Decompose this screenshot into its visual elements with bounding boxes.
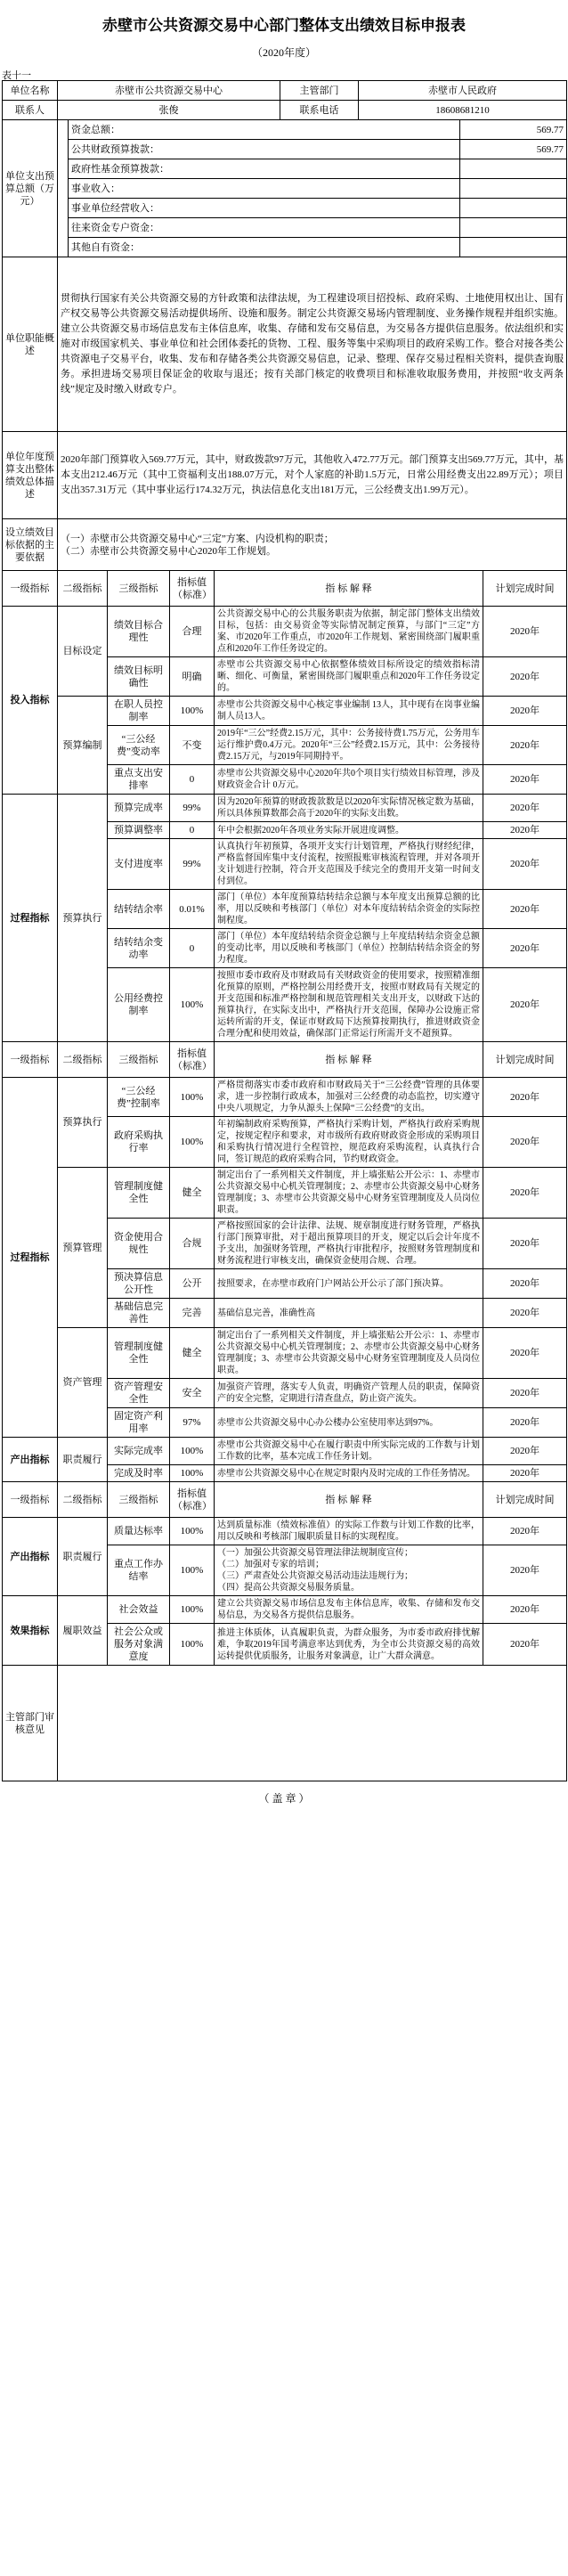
- budget-row-value: [460, 199, 567, 218]
- indicator-value: 0.01%: [170, 890, 215, 929]
- level1-indicator: 过程指标: [3, 795, 58, 1042]
- level2-indicator: 履职效益: [58, 1596, 108, 1666]
- level3-indicator: 预决算信息公开性: [108, 1269, 170, 1299]
- level3-indicator: 资金使用合规性: [108, 1219, 170, 1269]
- header-time: 计划完成时间: [483, 1042, 567, 1078]
- completion-time: 2020年: [483, 1328, 567, 1379]
- completion-time: 2020年: [483, 1168, 567, 1219]
- level3-indicator: 社会效益: [108, 1596, 170, 1624]
- level3-indicator: 社会公众或服务对象满意度: [108, 1624, 170, 1666]
- form-table-top: [2, 80, 567, 120]
- table-row: [3, 795, 567, 822]
- header-val: 指标值（标准）: [170, 571, 215, 607]
- function-label: 单位职能概述: [3, 257, 58, 432]
- table-row: [3, 1168, 567, 1219]
- level3-indicator: 绩效目标合理性: [108, 607, 170, 657]
- budget-spacer: [58, 120, 69, 257]
- annual-label: 单位年度预算支出整体绩效总体描述: [3, 432, 58, 519]
- indicator-value: 100%: [170, 1078, 215, 1117]
- header-val: 指标值（标准）: [170, 1042, 215, 1078]
- level3-indicator: 结转结余率: [108, 890, 170, 929]
- header-l2: 二级指标: [58, 571, 108, 607]
- completion-time: 2020年: [483, 795, 567, 822]
- indicator-description: 制定出台了一系列相关文件制度，并上墙张贴公开公示：1、赤壁市公共资源交易中心机关管理制度；2、赤壁市公共资源交易中心财务管理制度；3、赤壁市公共资源交易中心财务室管理制度及人员岗位职责。: [215, 1168, 483, 1219]
- level3-indicator: “三公经费”控制率: [108, 1078, 170, 1117]
- indicator-value: 安全: [170, 1379, 215, 1408]
- contact-value: 张俊: [58, 101, 280, 120]
- table-row: [3, 1078, 567, 1117]
- level1-indicator: 产出指标: [3, 1438, 58, 1482]
- level3-indicator: 预算调整率: [108, 822, 170, 839]
- indicator-description: 赤壁市公共资源交易中心在履行职责中所实际完成的工作数与计划工作数的比率，基本完成工作任务计划。: [215, 1438, 483, 1465]
- indicator-value: 100%: [170, 1465, 215, 1482]
- completion-time: 2020年: [483, 1596, 567, 1624]
- indicator-value: 合规: [170, 1219, 215, 1269]
- completion-time: 2020年: [483, 1545, 567, 1596]
- indicator-description: 按照市委市政府及市财政局有关财政资金的使用要求，按照精准细化预算的原则，严格控制公用经费开支，按照市财政局有关规定的开支范围和标准严格控制和规范管理相关支出开支，以财政下达的预算执行，在实际支出中，严格执行开支范围，保障办公设施正常运转所需的开支，保证市财政局下达预算按期执行，推进财政资金合理分配和使用效益，确保部门正常运行所需开支不超预算。: [215, 968, 483, 1042]
- completion-time: 2020年: [483, 890, 567, 929]
- contact-label: 联系人: [3, 101, 58, 120]
- level3-indicator: 管理制度健全性: [108, 1168, 170, 1219]
- indicator-value: 97%: [170, 1408, 215, 1438]
- header-l1: 一级指标: [3, 571, 58, 607]
- table-number: 表十一: [2, 70, 31, 81]
- indicator-value: 100%: [170, 968, 215, 1042]
- budget-row-value: [460, 238, 567, 257]
- level3-indicator: 基础信息完善性: [108, 1299, 170, 1328]
- completion-time: 2020年: [483, 929, 567, 968]
- indicator-value: 健全: [170, 1168, 215, 1219]
- goals-list: [58, 519, 567, 571]
- indicator-description: 部门（单位）本年度结转结余资金总额与上年度结转结余资金总额的变动比率，用以反映和考核部门（单位）控制结转结余资金的努力程度。: [215, 929, 483, 968]
- indicator-description: 认真执行年初预算，各项开支实行计划管理，严格执行财经纪律，严格监督国库集中支付流程，按照报账审核流程管理，并对各项开支计划进行控制，符合开支范围及手续完全的费用开支第一时间支付到位。: [215, 839, 483, 890]
- level3-indicator: 预算完成率: [108, 795, 170, 822]
- level2-indicator: 目标设定: [58, 607, 108, 697]
- level2-indicator: 资产管理: [58, 1328, 108, 1438]
- level3-indicator: 完成及时率: [108, 1465, 170, 1482]
- completion-time: 2020年: [483, 1408, 567, 1438]
- completion-time: 2020年: [483, 1465, 567, 1482]
- header-l1: 一级指标: [3, 1482, 58, 1518]
- indicator-value: 100%: [170, 1117, 215, 1168]
- header-time: 计划完成时间: [483, 571, 567, 607]
- indicator-description: 2019年“三公”经费2.15万元，其中：公务接待费1.75万元，公务用车运行维护费0.4万元。2020年“三公”经费2.15万元，其中：公务接待费2.15万元，与2019年同期持平。: [215, 726, 483, 765]
- goal-item: （一）赤壁市公共资源交易中心“三定”方案、内设机构的职责；: [61, 533, 334, 544]
- indicator-description: 严格贯彻落实市委市政府和市财政局关于“三公经费”管理的具体要求，进一步控制行政成本，加强对三公经费的动态监控，切实遵守中央八项规定，力争从源头上保障“三公经费”的支出。: [215, 1078, 483, 1117]
- level3-indicator: 实际完成率: [108, 1438, 170, 1465]
- indicator-value: 100%: [170, 1438, 215, 1465]
- header-l3: 三级指标: [108, 1042, 170, 1078]
- level2-indicator: 职责履行: [58, 1438, 108, 1482]
- indicator-value: 明确: [170, 657, 215, 697]
- header-desc: 指 标 解 释: [215, 1482, 483, 1518]
- table-row: [3, 1596, 567, 1624]
- indicator-value: 99%: [170, 795, 215, 822]
- indicator-description: 因为2020年预算的财政拨款数是以2020年实际情况核定数为基础，所以具体预算数都会高于2020年的实际支出数。: [215, 795, 483, 822]
- completion-time: 2020年: [483, 822, 567, 839]
- budget-row-label: 事业单位经营收入：: [69, 199, 460, 218]
- unit-name-value: 赤壁市公共资源交易中心: [58, 81, 280, 101]
- indicator-value: 合理: [170, 607, 215, 657]
- budget-row-label: 公共财政预算拨款：: [69, 140, 460, 159]
- completion-time: 2020年: [483, 1117, 567, 1168]
- indicator-table-2: [2, 1041, 567, 1482]
- budget-row-value: [460, 159, 567, 179]
- budget-row-label: 其他自有资金：: [69, 238, 460, 257]
- budget-row-value: [460, 218, 567, 238]
- level3-indicator: 绩效目标明确性: [108, 657, 170, 697]
- budget-row-value: [460, 179, 567, 199]
- completion-time: 2020年: [483, 1379, 567, 1408]
- level3-indicator: “三公经费”变动率: [108, 726, 170, 765]
- page-title: 赤壁市公共资源交易中心部门整体支出绩效目标申报表: [102, 17, 466, 34]
- level3-indicator: 公用经费控制率: [108, 968, 170, 1042]
- header-l1: 一级指标: [3, 1042, 58, 1078]
- indicator-value: 0: [170, 929, 215, 968]
- indicator-description: 赤壁市公共资源交易中心办公楼办公室使用率达到97%。: [215, 1408, 483, 1438]
- budget-row-value: 569.77: [460, 120, 567, 140]
- header-l2: 二级指标: [58, 1042, 108, 1078]
- indicator-description: 推进主体质体，认真履职负责，为群众服务，为市委市政府排忧解难，争取2019年国考满意率达到优秀，为全市公共资源交易的高效运转提供优质服务，让服务对象满意，让广大群众满意。: [215, 1624, 483, 1666]
- unit-name-label: 单位名称: [3, 81, 58, 101]
- completion-time: 2020年: [483, 765, 567, 795]
- indicator-description: 基础信息完善，准确性高: [215, 1299, 483, 1328]
- indicator-description: 赤壁市公共资源交易中心在规定时限内及时完成的工作任务情况。: [215, 1465, 483, 1482]
- indicator-table-3: [2, 1481, 567, 1781]
- indicator-table-1: [2, 570, 567, 1042]
- level3-indicator: 重点工作办结率: [108, 1545, 170, 1596]
- budget-row-label: 事业收入：: [69, 179, 460, 199]
- indicator-description: 制定出台了一系列相关文件制度，并上墙张贴公开公示：1、赤壁市公共资源交易中心机关管理制度；2、赤壁市公共资源交易中心财务管理制度；3、赤壁市公共资源交易中心财务室管理制度及人员岗位职责。: [215, 1328, 483, 1379]
- level1-indicator: 过程指标: [3, 1078, 58, 1438]
- table-row: [3, 1438, 567, 1465]
- completion-time: 2020年: [483, 697, 567, 726]
- indicator-value: 0: [170, 822, 215, 839]
- completion-time: 2020年: [483, 1219, 567, 1269]
- completion-time: 2020年: [483, 839, 567, 890]
- level2-indicator: 预算编制: [58, 697, 108, 795]
- completion-time: 2020年: [483, 1299, 567, 1328]
- indicator-description: 部门（单位）本年度预算结转结余总额与本年度支出预算总额的比率，用以反映和考核部门（单位）对本年度结转结余资金的实际控制程度。: [215, 890, 483, 929]
- level3-indicator: 固定资产利用率: [108, 1408, 170, 1438]
- opinion-label: 主管部门审核意见: [3, 1666, 58, 1781]
- level3-indicator: 资产管理安全性: [108, 1379, 170, 1408]
- completion-time: 2020年: [483, 657, 567, 697]
- indicator-value: 100%: [170, 1596, 215, 1624]
- budget-row-value: 569.77: [460, 140, 567, 159]
- dept-label: 主管部门: [280, 81, 359, 101]
- budget-table: [2, 119, 567, 257]
- completion-time: 2020年: [483, 1269, 567, 1299]
- indicator-value: 健全: [170, 1328, 215, 1379]
- completion-time: 2020年: [483, 968, 567, 1042]
- level1-indicator: 投入指标: [3, 607, 58, 795]
- indicator-description: 赤壁市公共资源交易中心依据整体绩效目标所设定的绩效指标清晰、细化、可衡量，紧密围绕部门履职重点和2020年工作任务设定的。: [215, 657, 483, 697]
- opinion-box: [58, 1666, 567, 1781]
- indicator-value: 99%: [170, 839, 215, 890]
- function-text: 贯彻执行国家有关公共资源交易的方针政策和法律法规，为工程建设项目招投标、政府采购、土地使用权出让、国有产权交易等公共资源交易活动提供场所、设施和服务。制定公共资源交易场内管理制度、业务操作规程并组织实施。建立公共资源交易市场信息发布主体信息库，收集、存储和发布交易信息，为交易各方提供信息服务。依法组织和实施对市级国家机关、事业单位和社会团体委托的货物、工程、服务等集中采购项目的政府采购工作。整合对接各类公共资源电子交易平台，收集、发布和存储各类公共资源交易信息，记录、整理、保存交易过程相关资料，提供查询服务。承担进场交易项目保证金的收取与退还；按有关部门核定的收费项目和标准收取服务费用，并按照“收支两条线”规定及时缴入财政专户。: [58, 257, 567, 432]
- table-row: [3, 697, 567, 726]
- level1-indicator: 效果指标: [3, 1596, 58, 1666]
- phone-label: 联系电话: [280, 101, 359, 120]
- level2-indicator: 预算执行: [58, 795, 108, 1042]
- indicator-description: 按照要求，在赤壁市政府门户网站公开公示了部门预决算。: [215, 1269, 483, 1299]
- level2-indicator: 预算管理: [58, 1168, 108, 1328]
- goal-item: （二）赤壁市公共资源交易中心2020年工作规划。: [61, 545, 276, 557]
- year-label: （2020年度）: [251, 46, 316, 59]
- function-table: [2, 257, 567, 571]
- level3-indicator: 政府采购执行率: [108, 1117, 170, 1168]
- level3-indicator: 在职人员控制率: [108, 697, 170, 726]
- indicator-value: 100%: [170, 697, 215, 726]
- completion-time: 2020年: [483, 1624, 567, 1666]
- phone-value: 18608681210: [359, 101, 567, 120]
- header-desc: 指 标 解 释: [215, 1042, 483, 1078]
- header-l2: 二级指标: [58, 1482, 108, 1518]
- level1-indicator: 产出指标: [3, 1518, 58, 1596]
- goals-label: 设立绩效目标依据的主要依据: [3, 519, 58, 571]
- dept-value: 赤壁市人民政府: [359, 81, 567, 101]
- indicator-description: 严格按照国家的会计法律、法规、规章制度进行财务管理，严格执行部门预算审批，对于超出预算项目的开支，规定以后会计年度不予支出，加强财务管理，严格执行审批程序，按照财务管理制度和财务流程进行审核支出，确保资金使用合规、合理。: [215, 1219, 483, 1269]
- header-desc: 指 标 解 释: [215, 571, 483, 607]
- indicator-description: 赤壁市公共资源交易中心2020年共0个项目实行绩效目标管理，涉及财政资金合计 0万元。: [215, 765, 483, 795]
- budget-row-label: 资金总额：: [69, 120, 460, 140]
- indicator-description: 年初编制政府采购预算，严格执行采购计划，严格执行政府采购规定，按规定程序和要求，对市级所有政府财政资金形成的采购项目和采购执行情况进行全程管控，规范政府采购流程，认真执行合同，签订规范的政府采购合同，节约财政资金。: [215, 1117, 483, 1168]
- level2-indicator: 预算执行: [58, 1078, 108, 1168]
- indicator-value: 100%: [170, 1545, 215, 1596]
- indicator-description: 建立公共资源交易市场信息发布主体信息库，收集、存储和发布交易信息，为交易各方提供信息服务。: [215, 1596, 483, 1624]
- indicator-description: 公共资源交易中心的公共服务职责为依据，制定部门整体支出绩效目标，包括：由交易资金等实际情况制定预算，与部门“三定”方案、市2020年工作重点，市2020年工作规划、紧密围绕部门履职重点和2020年工作任务设定的。: [215, 607, 483, 657]
- indicator-value: 不变: [170, 726, 215, 765]
- level3-indicator: 支付进度率: [108, 839, 170, 890]
- budget-row-label: 往来资金专户资金：: [69, 218, 460, 238]
- indicator-value: 公开: [170, 1269, 215, 1299]
- level3-indicator: 管理制度健全性: [108, 1328, 170, 1379]
- header-time: 计划完成时间: [483, 1482, 567, 1518]
- header-val: 指标值（标准）: [170, 1482, 215, 1518]
- completion-time: 2020年: [483, 1518, 567, 1545]
- completion-time: 2020年: [483, 1078, 567, 1117]
- indicator-description: （一）加强公共资源交易管理法律法规制度宣传； （二）加强对专家的培训； （三）严肃查处公共资源交易活动违法违规行为； （四）提高公共资源交易服务质量。: [215, 1545, 483, 1596]
- indicator-description: 年中会根据2020年各项业务实际开展进度调整。: [215, 822, 483, 839]
- indicator-value: 100%: [170, 1624, 215, 1666]
- table-row: [3, 607, 567, 657]
- indicator-description: 赤壁市公共资源交易中心核定事业编制 13人，其中现有在岗事业编制人员13人。: [215, 697, 483, 726]
- level3-indicator: 质量达标率: [108, 1518, 170, 1545]
- level3-indicator: 重点支出安排率: [108, 765, 170, 795]
- completion-time: 2020年: [483, 607, 567, 657]
- indicator-description: 达到质量标准（绩效标准值）的实际工作数与计划工作数的比率，用以反映和考核部门履职质量目标的实现程度。: [215, 1518, 483, 1545]
- indicator-description: 加强资产管理，落实专人负责，明确资产管理人员的职责，保障资产的安全完整，定期进行清查盘点，防止资产流失。: [215, 1379, 483, 1408]
- header-l3: 三级指标: [108, 1482, 170, 1518]
- level3-indicator: 结转结余变动率: [108, 929, 170, 968]
- indicator-value: 0: [170, 765, 215, 795]
- header-l3: 三级指标: [108, 571, 170, 607]
- indicator-value: 完善: [170, 1299, 215, 1328]
- level2-indicator: 职责履行: [58, 1518, 108, 1596]
- table-row: [3, 1328, 567, 1379]
- annual-text: 2020年部门预算收入569.77万元，其中，财政拨款97万元，其他收入472.77万元。部门预算支出569.77万元，其中，基本支出212.46万元（其中工资福利支出188.07万元，对个人家庭的补助1.5万元，日常公用经费支出22.89万元）；项目支出357.31万元（其中事业运行174.32万元，执法信息化支出181万元，三公经费支出1.99万元）。: [58, 432, 567, 519]
- budget-row-label: 政府性基金预算拨款：: [69, 159, 460, 179]
- indicator-value: 100%: [170, 1518, 215, 1545]
- completion-time: 2020年: [483, 726, 567, 765]
- budget-section-label: 单位支出预算总额（万元）: [3, 120, 58, 257]
- stamp-label: （ 盖 章 ）: [258, 1792, 310, 1805]
- completion-time: 2020年: [483, 1438, 567, 1465]
- table-row: [3, 1518, 567, 1545]
